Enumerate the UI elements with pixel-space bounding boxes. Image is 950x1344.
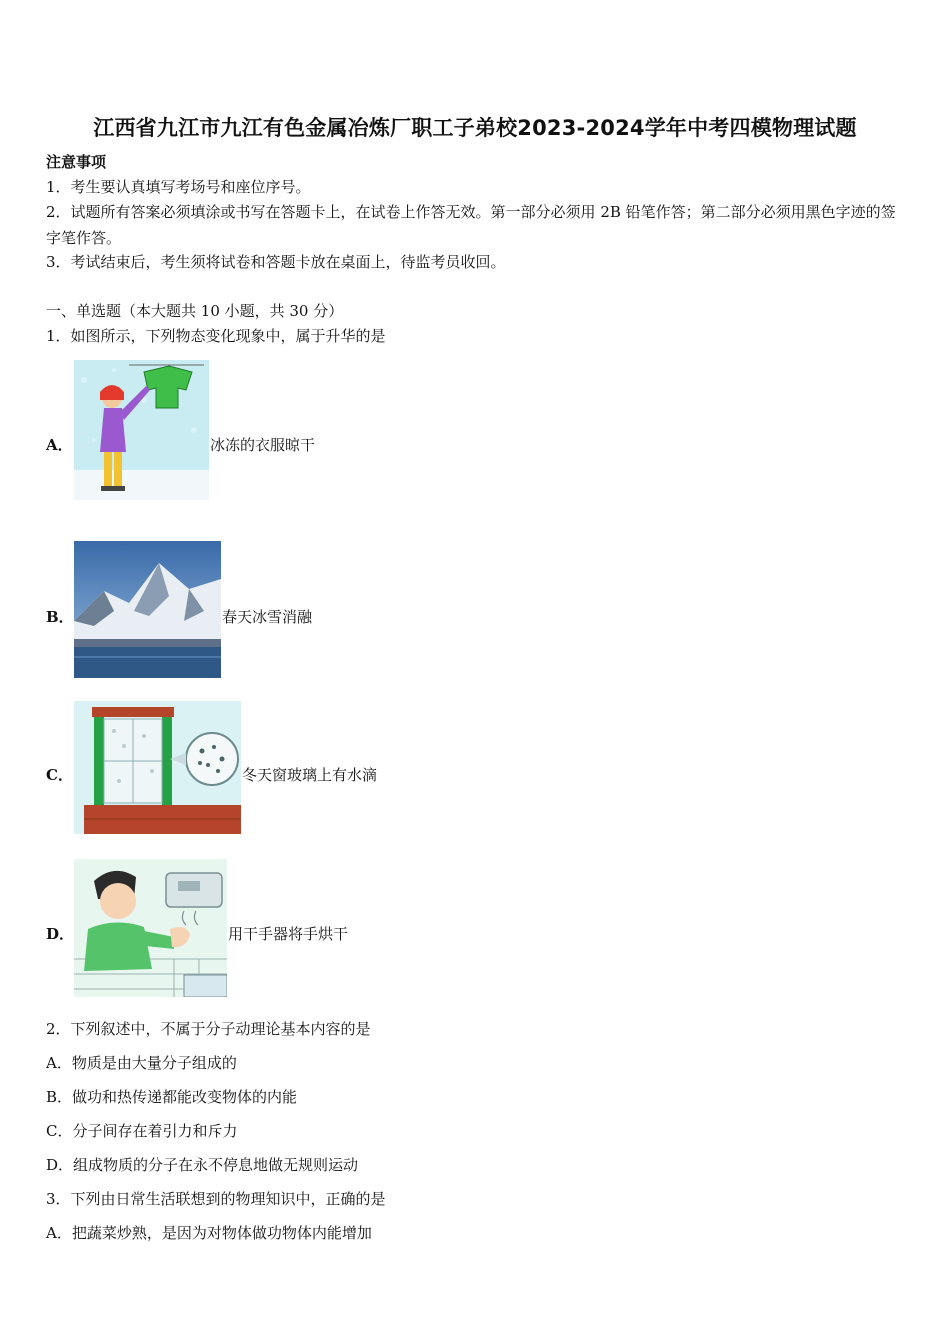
notice-item-2: 2．试题所有答案必须填涂或书写在答题卡上，在试卷上作答无效。第一部分必须用 2B 铅笔作答；第二部分必须用黑色字迹的签字笔作答。 [46, 203, 896, 247]
q1-option-b-text: 春天冰雪消融 [222, 608, 313, 626]
section-heading: 一、单选题（本大题共 10 小题，共 30 分） [46, 302, 344, 320]
q1-option-c-letter: C． [46, 766, 73, 784]
question-3-stem: 3．下列由日常生活联想到的物理知识中，正确的是 [46, 1190, 386, 1208]
page-title: 江西省九江市九江有色金属冶炼厂职工子弟校2023-2024学年中考四模物理试题 [93, 116, 857, 140]
q2-option-d: D．组成物质的分子在永不停息地做无规则运动 [46, 1156, 359, 1174]
q2-option-a: A．物质是由大量分子组成的 [46, 1054, 237, 1072]
window-water-drops-image [74, 701, 241, 834]
notice-item-1: 1．考生要认真填写考场号和座位序号。 [46, 178, 311, 196]
q2-option-c: C．分子间存在着引力和斥力 [46, 1122, 238, 1140]
frozen-clothes-drying-image [74, 360, 209, 500]
q3-option-a: A．把蔬菜炒熟，是因为对物体做功物体内能增加 [46, 1224, 372, 1242]
q2-option-b: B．做功和热传递都能改变物体的内能 [46, 1088, 298, 1106]
q1-option-d-letter: D． [46, 925, 75, 943]
notice-item-3: 3．考试结束后，考生须将试卷和答题卡放在桌面上，待监考员收回。 [46, 253, 506, 271]
question-1-stem: 1．如图所示，下列物态变化现象中，属于升华的是 [46, 327, 386, 345]
q1-option-b-letter: B． [46, 608, 74, 626]
hand-dryer-image [74, 859, 227, 997]
q1-option-a-letter: A． [46, 436, 73, 454]
notice-heading: 注意事项 [46, 153, 107, 171]
q1-option-a-text: 冰冻的衣服晾干 [210, 436, 316, 454]
q1-option-d-text: 用干手器将手烘干 [228, 925, 349, 943]
snow-mountain-melting-image [74, 541, 221, 678]
q1-option-c-text: 冬天窗玻璃上有水滴 [242, 766, 378, 784]
question-2-stem: 2．下列叙述中，不属于分子动理论基本内容的是 [46, 1020, 371, 1038]
